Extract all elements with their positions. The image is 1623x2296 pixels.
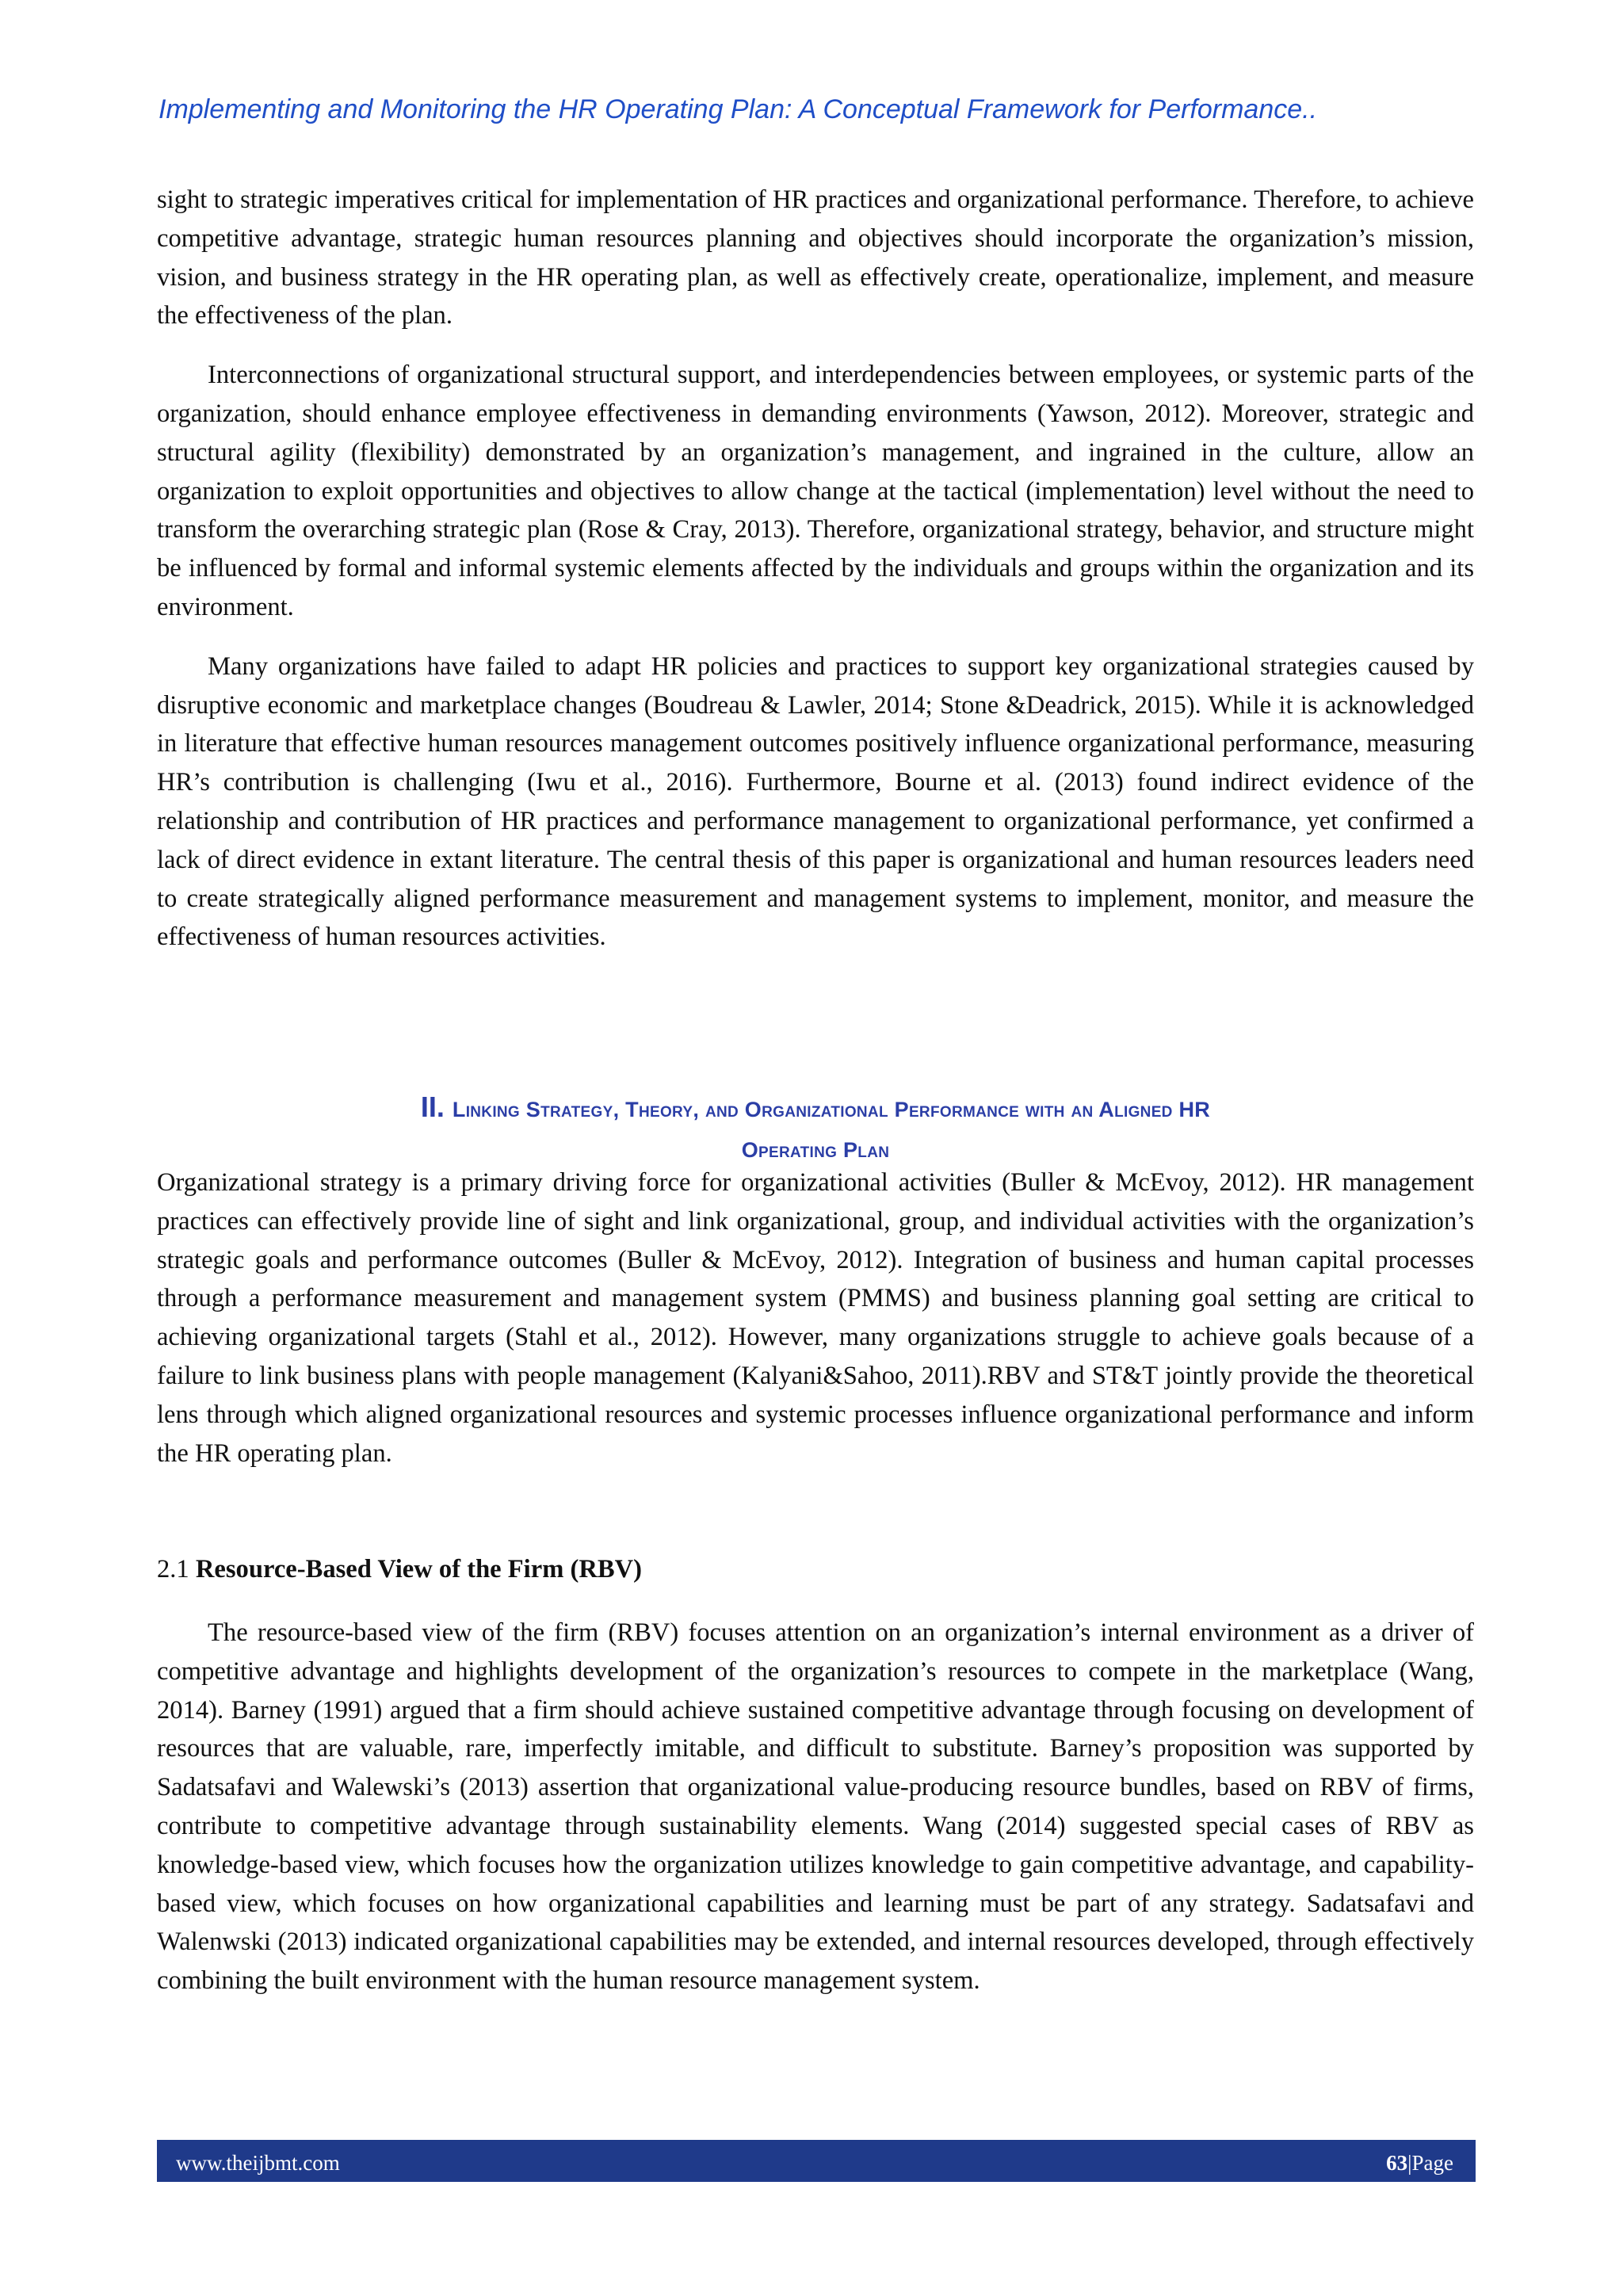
subsection-number: 2.1 — [157, 1555, 189, 1584]
section-text-block — [157, 1163, 1474, 1473]
footer-website-link[interactable]: www.theijbmt.com — [176, 2151, 340, 2175]
section-number: II. — [420, 1091, 445, 1123]
paragraph: Organizational strategy is a primary driving force for organizational activities (Buller & McEvoy, 2012). HR management practices can effectively provide line of sight and link organizational, group, and individual activities with the organization’s strategic goals and performance outcomes (Buller & McEvoy, 2012). Integration of business and human capital processes through a performance measurement and management system (PMMS) and business planning goal setting are critical to achieving organizational targets (Stahl et al., 2012). However, many organizations struggle to achieve goals because of a failure to link business plans with people management (Kalyani&Sahoo, 2011).RBV and ST&T jointly provide the theoretical lens through which aligned organizational resources and systemic processes influence organizational performance and inform the HR operating plan. — [157, 1168, 1474, 1468]
subsection-text-block — [157, 1614, 1474, 2000]
page-label: |Page — [1407, 2151, 1453, 2175]
footer-page-number — [1386, 2149, 1453, 2176]
paragraph: Interconnections of organizational structural support, and interdependencies between employees, or systemic parts of the organization, should enhance employee effectiveness in demanding environments (Yawson, 2012). Moreover, strategic and structural agility (flexibility) demonstrated by an organization’s management, and ingrained in the culture, allow an organization to exploit opportunities and objectives to allow change at the tactical (implementation) level without the need to transform the overarching strategic plan (Rose & Cray, 2013). Therefore, organizational strategy, behavior, and structure might be influenced by formal and informal systemic elements affected by the individuals and groups within the organization and its environment. — [157, 361, 1474, 621]
subsection-title: Resource-Based View of the Firm (RBV) — [195, 1555, 642, 1584]
intro-text-block — [157, 181, 1474, 957]
section-title-line-2: Operating Plan — [741, 1138, 890, 1162]
footer-bar — [157, 2140, 1476, 2182]
paragraph: The resource-based view of the firm (RBV) focuses attention on an organization’s internal environment as a driver of competitive advantage and highlights development of the organization’s resources to compete in the marketplace (Wang, 2014). Barney (1991) argued that a firm should achieve sustained competitive advantage through focusing on development of resources that are valuable, rare, imperfectly imitable, and difficult to substitute. Barney’s proposition was supported by Sadatsafavi and Walewski’s (2013) assertion that organizational value-producing resource bundles, based on RBV of firms, contribute to competitive advantage through sustainability elements. Wang (2014) suggested special cases of RBV as knowledge-based view, which focuses how the organization utilizes knowledge to gain competitive advantage, and capability-based view, which focuses on how organizational capabilities and learning must be part of any strategy. Sadatsafavi and Walenwski (2013) indicated organizational capabilities may be extended, and internal resources developed, through effectively combining the built environment with the human resource management system. — [157, 1618, 1474, 1996]
section-heading-line-1 — [157, 1089, 1474, 1132]
paragraph: sight to strategic imperatives critical for implementation of HR practices and organizational performance. Therefore, to achieve competitive advantage, strategic human resources planning and objectives should incorporate the organization’s mission, vision, and business strategy in the HR operating plan, as well as effectively create, operationalize, implement, and measure the effectiveness of the plan. — [157, 185, 1474, 330]
section-heading — [157, 1089, 1474, 1172]
paragraph: Many organizations have failed to adapt HR policies and practices to support key organizational strategies caused by disruptive economic and marketplace changes (Boudreau & Lawler, 2014; Stone &Deadrick, 2015). While it is acknowledged in literature that effective human resources management outcomes positively influence organizational performance, measuring HR’s contribution is challenging (Iwu et al., 2016). Furthermore, Bourne et al. (2013) found indirect evidence of the relationship and contribution of HR practices and performance management to organizational performance, yet confirmed a lack of direct evidence in extant literature. The central thesis of this paper is organizational and human resources leaders need to create strategically aligned performance measurement and management systems to implement, monitor, and measure the effectiveness of human resources activities. — [157, 651, 1474, 952]
subsection-heading — [157, 1550, 1474, 1588]
page-number: 63 — [1386, 2151, 1408, 2175]
running-header: Implementing and Monitoring the HR Operating Plan: A Conceptual Framework for Performance.. — [158, 94, 1318, 124]
section-title-line-1: Linking Strategy, Theory, and Organizational Performance with an Aligned HR — [452, 1098, 1211, 1121]
